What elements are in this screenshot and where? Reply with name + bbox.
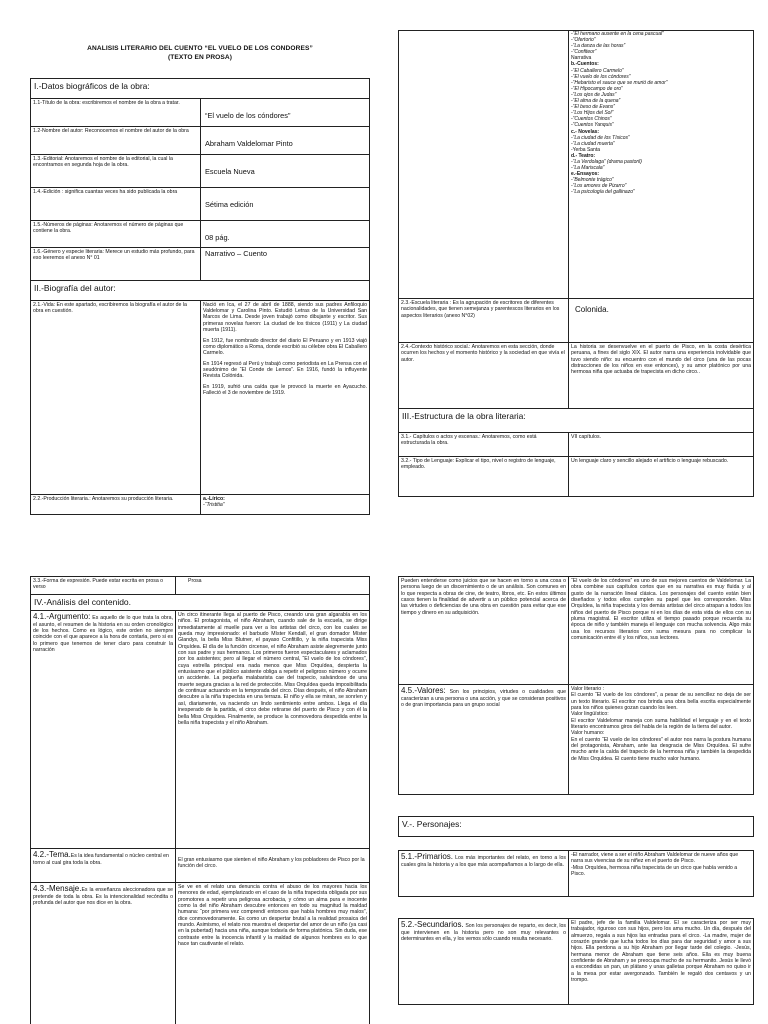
row-label-pages: 1.5.-Números de páginas: Anotaremos el número de páginas que contiene la obra.: [31, 220, 201, 247]
works-list-item: -“Hebaristo el sauce que se murió de amor”: [571, 79, 668, 86]
row-value-author: Abraham Valdelomar Pinto: [201, 126, 370, 154]
row-label-chapters: 3.1.- Capítulos o actos y escenas.: Anotaremos, como está estructurada la obra.: [399, 433, 569, 457]
title-line-1: ANALISIS LITERARIO DEL CUENTO “EL VUELO DE LOS CONDORES”: [87, 45, 313, 52]
bio-paragraph: Nació en Ica, el 27 de abril de 1888, siendo sus padres Anfiloquio Valdelomar y Carolina Pinto. Estudió Letras de la Universidad San Marcos de Lima. Desde joven trabajó como dibujante y escritor. Sus primeras novelas fueron: La ciudad de los tísicos (1911) y La ciudad muerta (1911).: [203, 301, 367, 334]
section-header-3: III.-Estructura de la obra literaria:: [399, 409, 754, 433]
works-list-item: -“El beso de Evans”: [571, 104, 615, 111]
production-lyric-item: -“Tristitia”: [203, 502, 225, 509]
works-list-item: -“La ciudad muerta”: [571, 140, 615, 147]
primary-character: -Miss Orquídea, hermosa niña trapecista de un circo que había venido a Pisco.: [571, 864, 738, 878]
row-value-primary: [569, 851, 754, 897]
row-label-argument: [31, 611, 176, 849]
row-value-context: La historia se desenvuelve en el puerto de Pisco, en la costa desértica peruana, a fines del siglo XIX. El autor narra una experiencia inolvidable que tuvo siendo niño: su encuentro con el mundo del circo (una de las pocas distracciones de los niños en ese entonces), y su amor platónico por una hermosa niña que actuaba de trapecista en dicho circo..: [569, 343, 754, 409]
row-value-life: [201, 300, 370, 494]
works-list-item: -Yerba Santa: [571, 146, 601, 153]
works-list-item: -“La ciudad de los Tísicos”: [571, 134, 630, 141]
values-characters-table: [398, 576, 754, 1005]
row-value-argument: Un circo itinerante llega al puerto de Pisco, creando una gran algarabía en los niños. El protagonista, el niño Abraham, cuando sale de la escuela, se dirige inmediatamente al muelle para ver a los artistas del circo, con los cuales se queda muy impresionado: el barbudo Míster Kendall, el gran domador Míster Glandys, la bella Miss Blutner, el payaso Confitillo, y la niña trapecista Miss Orquídea. El día de la función circense, el niño Abraham asiste alegremente junto con sus padre y sus hermanos. Los primeros fueron espectaculares y aclamados por los asistentes; pero al llegar el número central, “El vuelo de los cóndores”, cuya estrella principal era nada menos que Miss Orquídea, despierta la entusiasmo que el público asistente obliga a repetir el peligroso número y ocurre un accidente. La pequeña malabarista cae del trapecio, salvándose de una muerte segura gracias a la red de protección. Miss Orquídea queda imposibilitada de continuar actuando en la temporada del circo. Días después, el niño Abraham descubre a la niña trapecista en una terraza. El niño y ella se miran, se sonríen y así, diariamente, va naciendo un lindo sentimiento entre ambos. Llega el día inesperado de la partida, el circo debe retirarse del puerto de Pisco y con él la bella Miss Orquídea. Finalmente, se produce la conmovedora despedida entre la bella niña trapecista y el niño Abraham.: [176, 611, 370, 849]
works-list-item: Narrativa: [571, 55, 592, 62]
works-table: [398, 30, 754, 497]
works-label-empty: [399, 31, 569, 299]
row-value-expression: Prosa: [176, 577, 370, 595]
theme-heading: 4.2.-Tema.: [33, 850, 71, 859]
row-value-production: [201, 494, 370, 514]
works-list-item: b.-Cuentos:: [571, 61, 599, 68]
row-value-critique: “El vuelo de los cóndores” es uno de sus mejores cuentos de Valdelomar. La obra combine sus capítulos cortos que en su narrativa es muy fluida y al gusto de la narración lineal clásica. Los personajes del cuento están bien diseñados y todos ellos cumplen su papel que les corresponden. Miss Orquídea, la niña trapecista y los demás artistas del circo atrapan a todos los niños del puerto de Pisco porque ni en los días de esta vida de ellos con su pluma magistral. El escritor utiliza el tiempo pasado porque recuerda su época de niño y también maneja el lenguaje con mucha solvencia. Algo más usa los recursos literarios con suma mesura para no complicar la comunicación entre él y los niños, sus lectores.: [569, 577, 754, 685]
row-value-values: [569, 685, 754, 795]
argument-heading: 4.1.-Argumento:: [33, 612, 91, 621]
primary-definition: Los más importantes del relato, en torno a los cuales gira la historia y a los que más acompañamos a lo largo de ella.: [401, 855, 566, 868]
page-1: [30, 37, 370, 515]
works-list: [569, 31, 754, 299]
works-list-item: -“Belmonte trágico”: [571, 177, 614, 184]
row-label-publisher: 1.3.-Editorial: Anotaremos el nombre de la editorial, la cual la encontramos en segunda hoja de la obra.: [31, 154, 201, 187]
works-list-item: -“Ofertorio”: [571, 37, 596, 44]
value-literary-text: El cuento “El vuelo de los cóndores”, a pesar de su sencillez no deja de ser un texto literario. El escritor nos brinda una obra bella escrita especialmente para los niños quienes gozan cuando los leen.: [571, 692, 751, 712]
row-label-genre: 1.6.-Género y especie literaria: Merece un estudio más profundo, para eso leeremos el anexo N° 01: [31, 247, 201, 280]
row-value-title: “El vuelo de los cóndores”: [201, 98, 370, 126]
values-definition: Son los principios, virtudes o cualidades que caracterizan a una persona o una acción, y que se consideran positivos o de gran importancia para un grupo social: [401, 689, 566, 709]
works-list-item: -“Los Hijos del Sol”: [571, 110, 614, 117]
row-label-critique: Pueden entenderse como juicios que se hacen en torno a una cosa o persona luego de un discernimiento o de un análisis. Son comunes en lo que respecta a obras de cine, de teatro, libros, etc. En estos últimos casos tienen la finalidad de advertir a un público potencial acerca de las virtudes o deficiencias de una obra en cuestión para evitar que ese tiempo y dinero en su adquisición.: [399, 577, 569, 685]
works-list-item: c.- Novelas:: [571, 128, 600, 135]
works-list-item: -“La Mariscala”: [571, 165, 605, 172]
section-header-1: I.-Datos biográficos de la obra:: [31, 78, 370, 98]
page-2: [398, 30, 754, 517]
title-line-2: (TEXTO EN PROSA): [167, 53, 233, 61]
primary-heading: 5.1.-Primarios.: [401, 852, 454, 861]
value-human-text: En el cuento “El vuelo de los cóndores” el autor nos narra la postura humana del protagonista, Abraham, ante las desgracia de Miss Orquídea. El sufre mucho ante la caída del trapecio de la hermosa niña y también la despedida de Miss Orquídea. El cuento tiene mucho valor humano.: [571, 736, 751, 762]
spacer-row: [399, 897, 754, 919]
works-list-item: -“La psicología del gallinazo”: [571, 189, 635, 196]
values-heading: 4.5.-Valores:: [401, 686, 446, 695]
row-label-expression: 3.3.-Forma de expresión. Puede estar escrita en prosa o verso: [31, 577, 176, 595]
row-label-author: 1.2-Nombre del autor: Reconocemos el nombre del autor de la obra: [31, 126, 201, 154]
row-value-edition: Sétima edición: [201, 187, 370, 220]
page-4: [398, 576, 754, 1024]
works-list-item: -“Confiteor”: [571, 49, 597, 56]
row-label-theme: [31, 849, 176, 883]
row-value-pages: 08 pág.: [201, 220, 370, 247]
message-definition: Es la enseñanza aleccionadora que se pretende de toda la obra. Es la intencionalidad recóndita o profunda del autor que nos dice en la obra.: [33, 887, 173, 907]
spacer-row: [399, 795, 754, 817]
row-label-message: [31, 883, 176, 1024]
argument-definition: Es aquello de lo que trata la obra, el asunto, el resumen de la historia en su orden cronológico de los hechos. Como es lógico, este orden no siempre coincide con el que aparece a la hora de contarla, pero si es lo primero que tenemos de tener claro para construir la narración: [33, 615, 173, 654]
row-label-title: 1.1-Título de la obra: escribiremos el nombre de la obra a tratar.: [31, 98, 201, 126]
row-label-life: 2.1.-Vida: En este apartado, escribiremos la biografía el autor de la obra en cuestión.: [31, 300, 201, 494]
row-label-language: 3.2.- Tipo de Lenguaje: Explicar el tipo, nivel o registro de lenguaje, empleado.: [399, 457, 569, 497]
works-list-item: -“Cuentos Yanquis”: [571, 122, 614, 129]
bio-paragraph: En 1919, sufrió una caída que le provocó la muerte en Ayacucho. Falleció el 3 de noviembre de 1919.: [203, 383, 367, 396]
works-list-item: -“Cuentos Chinos”: [571, 116, 612, 123]
row-label-edition: 1.4.-Edición : significa cuantas veces ha sido publicada la obra: [31, 187, 201, 220]
row-value-school: Colonida.: [569, 299, 754, 343]
row-label-school: 2.3.-Escuela literaria : Es la agrupación de escritores de diferentes nacionalidades, que tienen semejanza y parentescos literarios en los aspectos literarios (anexo N°02): [399, 299, 569, 343]
message-heading: 4.3.-Mensaje.: [33, 884, 82, 893]
bio-paragraph: En 1912, fue nombrado director del diario El Peruano y en 1913 viajó como diplomático a Roma, donde escribió su célebre obra El Caballero Carmelo.: [203, 337, 367, 357]
works-list-item: -“La Verdolaga” (drama pastoril): [571, 158, 642, 165]
value-literary-heading: Valor literario :: [571, 686, 605, 692]
secondary-definition: Son los personajes de reparto, es decir, los que intervienen en la historia pero no son muy relevantes o determinantes en ella, y los vemos sólo cuando resulta necesario.: [401, 923, 567, 943]
value-human-heading: Valor humano:: [571, 730, 605, 737]
works-list-item: -“El vuelo de los cóndores”: [571, 73, 631, 80]
primary-character: -El narrador, viene a ser el niño Abraham Valdelomar de nueve años que narra sus vivencias de su niñez en el puerto de Pisco.: [571, 852, 739, 865]
production-lyric-heading: a.-Lírico:: [203, 495, 225, 502]
row-value-message: Se ve en el relato una denuncia contra el abuso de los mayores hacia los menores de edad, ejemplarizado en el caso de la niña trapecista obligada por sus promotores a repetir una peligrosa acrobacia, y cómo un alma pura e inocente como la del niño Abraham descubre entonces en todo su magnitud la maldad humana: “por primera vez comprendí entonces que había hombres muy malos”, dice conmovedoramente. Es como un despertar brutal a la realidad prosaica del mundo. Asimismo, el relato nos muestra el despertar del amor de un niño (ya casi en la pubertad) hacia una niña, aunque todavía de forma platónica. Sin duda, ese contraste entre la inocencia infantil y la maldad de algunos hombres es lo que hace tan cautivante el relato.: [176, 883, 370, 1024]
section-header-2: II.-Biografía del autor:: [31, 280, 370, 300]
works-list-item: -“El hermano ausente en la cena pascual”: [571, 31, 664, 37]
works-list-item: -“Los ojos de Judas”: [571, 91, 617, 98]
secondary-heading: 5.2.-Secundarios.: [401, 920, 464, 929]
row-label-production: 2.2.-Producción literaria.: Anotaremos su producción literaria.: [31, 494, 201, 514]
page-3: [30, 576, 370, 1024]
section-header-5: V.-. Personajes:: [399, 817, 754, 837]
row-value-theme: El gran entusiasmo que sienten el niño Abraham y los pobladores de Pisco por la función del circo.: [176, 849, 370, 883]
row-value-secondary: El padre, jefe de la familia Valdelomar. El se caracteriza por ser muy trabajador, riguroso con sus hijos, pero los ama mucho. Un día, después del almuerzo, regala a sus hijos las entradas para el circo. -La madre, mujer de corazón grande que lucha todos los días para dar seguridad y amor a sus hijos. Ella perdona a su hijo Abraham por llegar tarde del colegio. -Jesús, hermana menor de Abraham que tiene seis años. Ella es muy buena confidente de Abraham y se preocupa mucho de su hermanito. Jesús le llevó a escondidas un pan, un plátano y unas galletas porque Abraham no quiso ir a la mesa por estar avergonzado. También le regaló dos centavos y un trompo.: [569, 919, 754, 1005]
works-list-item: d.- Teatro:: [571, 152, 596, 159]
spacer-row: [399, 837, 754, 851]
row-value-genre: Narrativo – Cuento: [201, 247, 370, 280]
works-list-item: e.-Ensayos:: [571, 171, 600, 178]
value-linguistic-text: El escritor Valdelomar maneja con suma habilidad el lenguaje y en el texto literario encontramos giros del habla de la región de la tierra del autor.: [571, 717, 751, 731]
works-list-item: -“El alma de la quena”: [571, 98, 621, 105]
row-label-values: [399, 685, 569, 795]
works-list-item: -“El Hipocampo de oro”: [571, 85, 623, 92]
works-list-item: -“La danza de las horas”: [571, 43, 626, 50]
row-label-primary: [399, 851, 569, 897]
works-list-item: -“Los amores de Pizarro”: [571, 183, 627, 190]
row-value-language: Un lenguaje claro y sencillo alejado el artificio o lenguaje rebuscado.: [569, 457, 754, 497]
section-header-4: IV.-Análisis del contenido.: [31, 595, 370, 611]
value-linguistic-heading: Valor lingüístico:: [571, 711, 609, 718]
document-title: [30, 45, 370, 63]
row-value-publisher: Escuela Nueva: [201, 154, 370, 187]
biographic-data-table: [30, 78, 370, 515]
content-analysis-table: [30, 576, 370, 1024]
row-label-context: 2.4.-Contexto histórico social.: Anotaremos en esta sección, donde ocurren los hechos y el momento histórico y la sociedad en que vivía el autor.: [399, 343, 569, 409]
bio-paragraph: En 1914 regresó al Perú y trabajó como periodista en La Prensa con el seudónimo de “El Conde de Lemos”. En 1916, fundó la influyente Revista Colónida.: [203, 360, 367, 380]
works-list-item: -“El Caballero Carmelo”: [571, 67, 624, 74]
row-label-secondary: [399, 919, 569, 1005]
row-value-chapters: VII capítulos.: [569, 433, 754, 457]
theme-definition: Es la idea fundamental o núcleo central en torno al cual gira toda la obra.: [33, 853, 169, 866]
